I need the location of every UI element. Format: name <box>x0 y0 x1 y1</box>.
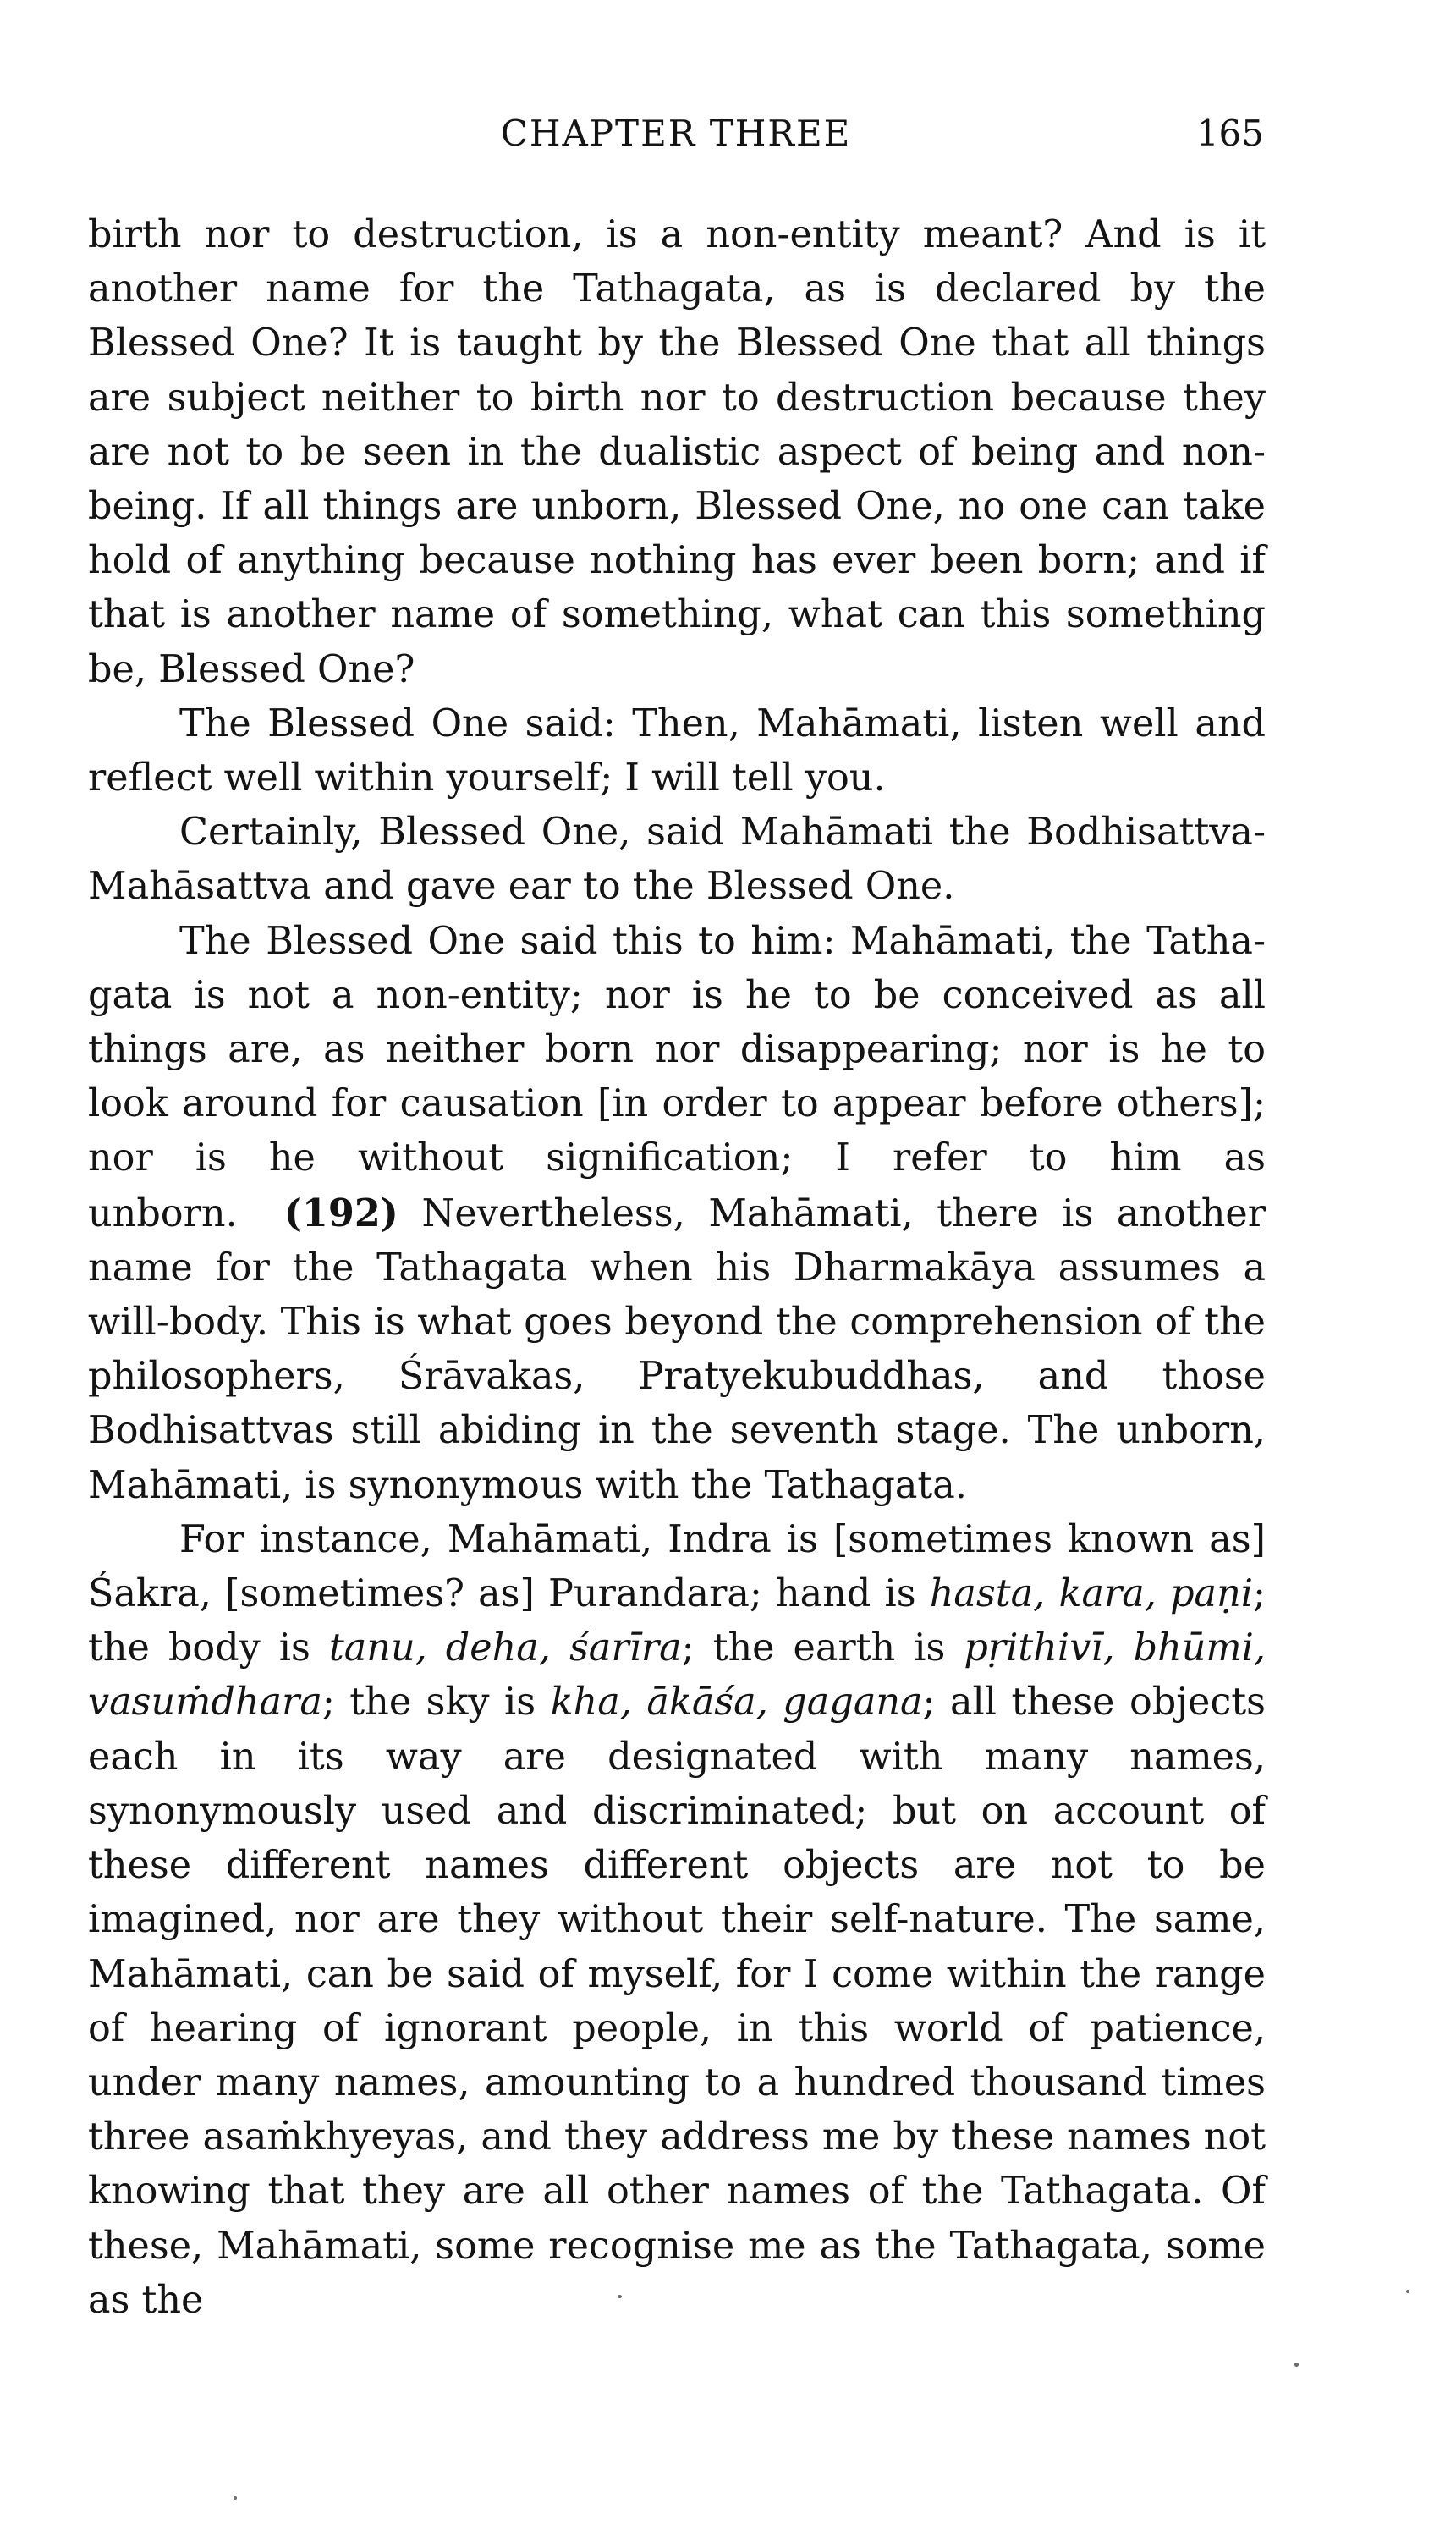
sanskrit-terms-body: tanu, deha, śarīra <box>328 1626 682 1670</box>
page-number: 165 <box>1195 113 1264 154</box>
paragraph-4-part-1: The Blessed One said this to him: Mahāmati, the Tathagata is not a non-entity; nor is he to be conceived as all things are, as neither born nor disappearing; nor is he to look around for causation [in order to appear before others]; nor is he without signification; I refer to him as unborn. <box>88 919 1266 1235</box>
paragraph-5-text-1: For instance, Mahāmati, Indra is [sometimes known as] Śakra, [sometimes? as] Purandara; hand is <box>88 1517 1266 1616</box>
sanskrit-terms-sky: kha, ākāśa, gagana <box>550 1681 923 1725</box>
paper-speck <box>1406 2290 1409 2293</box>
paragraph-3: Certainly, Blessed One, said Mahāmati the Bodhisattva-Mahāsattva and gave ear to the Blessed One. <box>88 811 1266 909</box>
paragraph-4-part-2: Nevertheless, Mahāmati, there is another name for the Tathagata when his Dharmakāya assumes a will-body. This is what goes beyond the comprehension of the philosophers, Śrāvakas, Pratyekubuddhas, and those Bodhisattvas still abiding in the seventh stage. The unborn, Mahāmati, is synonymous with the Tathagata. <box>88 1191 1266 1507</box>
verse-reference: (192) <box>283 1191 398 1235</box>
paragraph-4 <box>88 915 1266 1513</box>
sanskrit-terms-hand: hasta, kara, paṇi <box>929 1572 1253 1616</box>
paragraph-1: birth nor to destruction, is a non-entity meant? And is it another name for the Tathagata, as is declared by the Blessed One? It is taught by the Blessed One that all things are subject neither to birth nor to destruction because they are not to be seen in the dualistic aspect of being and non-being. If all things are unborn, Blessed One, no one can take hold of anything because nothing has ever been born; and if that is another name of something, what can this something be, Blessed One? <box>88 213 1266 691</box>
running-head <box>88 108 1264 159</box>
paragraph-5-text-5: ; all these objects each in its way are designated with many names, synonymously used and discriminated; but on account of these different names different objects are not to be imagined, nor are they without their self-nature. The same, Mahāmati, can be said of myself, for I come within the range of hearing of ignorant people, in this world of patience, under many names, amounting to a hundred thousand times three asaṁkhyeyas, and they address me by these names not knowing that they are all other names of the Tathagata. Of these, Mahāmati, some recognise me as the Tathagata, some as the <box>88 1681 1266 2322</box>
body-text <box>88 208 1266 2328</box>
paragraph-5 <box>88 1513 1266 2328</box>
paragraph-5-text-2: ; the body is <box>88 1572 1266 1670</box>
paragraph-5-text-4: ; the sky is <box>321 1681 536 1725</box>
paper-speck <box>1294 2363 1299 2367</box>
paper-speck <box>618 2295 622 2298</box>
paragraph-5-text-3: ; the earth is <box>681 1626 946 1670</box>
paragraph-2: The Blessed One said: Then, Mahāmati, listen well and reflect well within yourself; I will tell you. <box>88 701 1266 800</box>
chapter-title: CHAPTER THREE <box>500 113 852 154</box>
paper-speck <box>234 2496 237 2500</box>
sanskrit-terms-earth: pṛithivī, bhūmi, vasuṁdhara <box>88 1626 1266 1725</box>
